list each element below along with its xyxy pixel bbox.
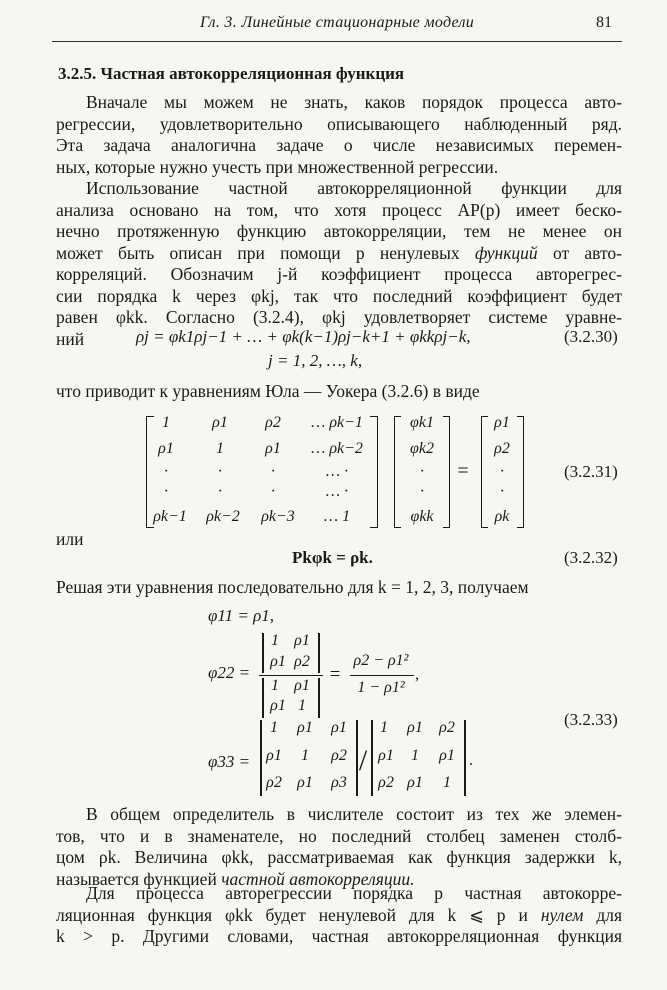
det-cell: ρ2: [294, 653, 310, 670]
det-cell: ρ1: [270, 653, 286, 670]
equation-3-2-30: ρj = φk1ρj−1 + … + φk(k−1)ρj−k+1 + φkkρj−k,: [136, 327, 471, 346]
det-bar: [262, 678, 264, 718]
text-span: называется функцией: [56, 868, 217, 889]
vector-cell: φk2: [410, 440, 434, 457]
italic-term: частной автокорреляции.: [221, 868, 415, 889]
matrix-cell: ·: [271, 483, 275, 500]
matrix-cell: ·: [218, 483, 222, 500]
matrix-cell: ·: [218, 463, 222, 480]
header-rule: [52, 41, 622, 42]
matrix-cell: ·: [271, 463, 275, 480]
text-line: тов, что и в знаменателе, но последний столбец заменен столб-: [56, 825, 622, 846]
vector-cell: ·: [420, 483, 424, 500]
det-cell: ρ1: [378, 747, 394, 764]
det-cell: ρ1: [297, 719, 313, 736]
vector-cell: ·: [500, 483, 504, 500]
matrix-cell: … 1: [323, 508, 351, 525]
text-line: Эта задача аналогична задаче о числе независимых перемен-: [56, 135, 622, 155]
matrix-cell: ρk−1: [153, 508, 187, 525]
paragraph-method: [56, 178, 622, 350]
vector-cell: ·: [500, 463, 504, 480]
text-line: [56, 243, 622, 265]
det-cell: ρ2: [439, 719, 455, 736]
det-cell: ρ1: [439, 747, 455, 764]
period: .: [469, 752, 473, 769]
text-line: ных, которые нужно учесть при множественной регрессии.: [56, 156, 499, 177]
det-cell: ρ1: [270, 697, 286, 714]
vector-cell: ρk: [494, 508, 510, 525]
vector-cell: φkk: [410, 508, 434, 525]
equation-3-2-32: Pkφk = ρk.: [292, 548, 373, 567]
det-cell: ρ1: [294, 632, 310, 649]
det-cell: 1: [301, 747, 309, 764]
det-bar: [371, 720, 373, 796]
text-line: ний: [56, 328, 85, 349]
equals-sign: =: [457, 460, 469, 482]
text-line: равен φkk. Согласно (3.2.4), φkj удовлетворяет системе уравне-: [56, 307, 622, 327]
det-cell: ρ1: [266, 747, 282, 764]
text-line: анализа основано на том, что хотя процесс АР(p) имеет беско-: [56, 199, 622, 220]
matrix-cell: … ρk−2: [311, 440, 363, 457]
text-line: Для процесса авторегрессии порядка p частная автокорре-: [86, 883, 622, 903]
det-cell: ρ1: [331, 719, 347, 736]
section-heading: 3.2.5. Частная автокорреляционная функция: [58, 64, 405, 83]
equals-sign: =: [329, 664, 341, 685]
vector-right-bracket: [517, 416, 524, 528]
det-cell: 1: [271, 677, 279, 694]
text-line: [56, 905, 622, 927]
det-cell: 1: [443, 774, 451, 791]
text-line: сии порядка k через φkj, так что последний коэффициент будет: [56, 285, 622, 306]
text-line: что приводит к уравнениям Юла — Уокера (3.2.6) в виде: [56, 381, 480, 401]
running-title: Гл. 3. Линейные стационарные модели: [200, 14, 475, 31]
matrix-cell: … ρk−1: [311, 414, 363, 431]
italic-term: функций: [474, 242, 538, 263]
matrix-cell: ρk−2: [206, 508, 240, 525]
text-line: или: [56, 529, 84, 549]
vector-cell: ρ2: [494, 440, 510, 457]
matrix-cell: ρ1: [212, 414, 228, 431]
comma: ,: [415, 666, 419, 683]
equation-number: (3.2.33): [564, 710, 618, 729]
equation-range: j = 1, 2, …, k,: [268, 351, 363, 370]
det-cell: ρ1: [407, 774, 423, 791]
text-span: для: [596, 904, 623, 925]
fraction-line: [350, 675, 414, 676]
paragraph-general: [56, 804, 622, 890]
det-cell: ρ1: [294, 677, 310, 694]
det-bar: [262, 633, 264, 673]
vector-cell: ρ1: [494, 414, 510, 431]
text-span: ляционная функция φkk будет ненулевой для k ⩽ p и: [56, 904, 528, 925]
det-cell: ρ1: [297, 774, 313, 791]
matrix-cell: ·: [164, 463, 168, 480]
phi11-expression: φ11 = ρ1,: [208, 606, 275, 625]
matrix-cell: ·: [164, 483, 168, 500]
text-line: регрессии, удовлетворительно описывающего наблюденный ряд.: [56, 113, 622, 134]
equation-number: (3.2.30): [564, 327, 618, 346]
italic-term: нулем: [540, 904, 584, 925]
det-bar: [318, 678, 320, 718]
det-cell: ρ3: [331, 774, 347, 791]
matrix-cell: 1: [162, 414, 170, 431]
matrix-cell: ρ1: [158, 440, 174, 457]
text-line: k > p. Другими словами, частная автокорреляционная функция: [56, 926, 622, 946]
paragraph-intro: [56, 92, 622, 178]
matrix-cell: … ·: [325, 483, 349, 500]
det-cell: ρ2: [378, 774, 394, 791]
det-cell: 1: [380, 719, 388, 736]
text-line: В общем определитель в числителе состоит из тех же элемен-: [86, 804, 622, 824]
fraction-numerator: ρ2 − ρ1²: [353, 652, 409, 669]
matrix-cell: 1: [216, 440, 224, 457]
det-cell: ρ2: [331, 747, 347, 764]
matrix-cell: ρ2: [265, 414, 281, 431]
text-line: Решая эти уравнения последовательно для k = 1, 2, 3, получаем: [56, 577, 529, 597]
det-cell: 1: [271, 632, 279, 649]
matrix-cell: … ·: [325, 463, 349, 480]
text-line: Использование частной автокорреляционной функции для: [86, 178, 622, 198]
equation-number: (3.2.31): [564, 462, 618, 481]
det-bar: [318, 633, 320, 673]
det-cell: ρ1: [407, 719, 423, 736]
phi22-label: φ22 =: [208, 663, 251, 682]
division-slash: /: [358, 744, 368, 777]
vector-cell: φk1: [410, 414, 434, 431]
det-cell: 1: [298, 697, 306, 714]
text-line: Вначале мы можем не знать, каков порядок процесса авто-: [86, 92, 622, 112]
vector-right-bracket: [443, 416, 450, 528]
det-cell: 1: [270, 719, 278, 736]
text-span: может быть описан при помощи p ненулевых: [56, 242, 460, 263]
paragraph-ar-process: [56, 883, 622, 948]
text-line: корреляций. Обозначим j-й коэффициент процесса авторегрес-: [56, 264, 622, 284]
text-line: нечно протяженную функцию автокорреляции, тем не менее он: [56, 221, 622, 241]
det-cell: ρ2: [266, 774, 282, 791]
text-span: от авто-: [552, 242, 622, 263]
phi33-label: φ33 =: [208, 752, 251, 771]
matrix-cell: ρ1: [265, 440, 281, 457]
text-line: цом ρk. Величина φkk, рассматриваемая как функция задержки k,: [56, 847, 622, 867]
fraction-denominator: 1 − ρ1²: [357, 679, 405, 696]
vector-cell: ·: [420, 463, 424, 480]
det-cell: 1: [411, 747, 419, 764]
equation-number: (3.2.32): [564, 548, 618, 567]
matrix-cell: ρk−3: [261, 508, 295, 525]
page-number: 81: [596, 14, 612, 31]
